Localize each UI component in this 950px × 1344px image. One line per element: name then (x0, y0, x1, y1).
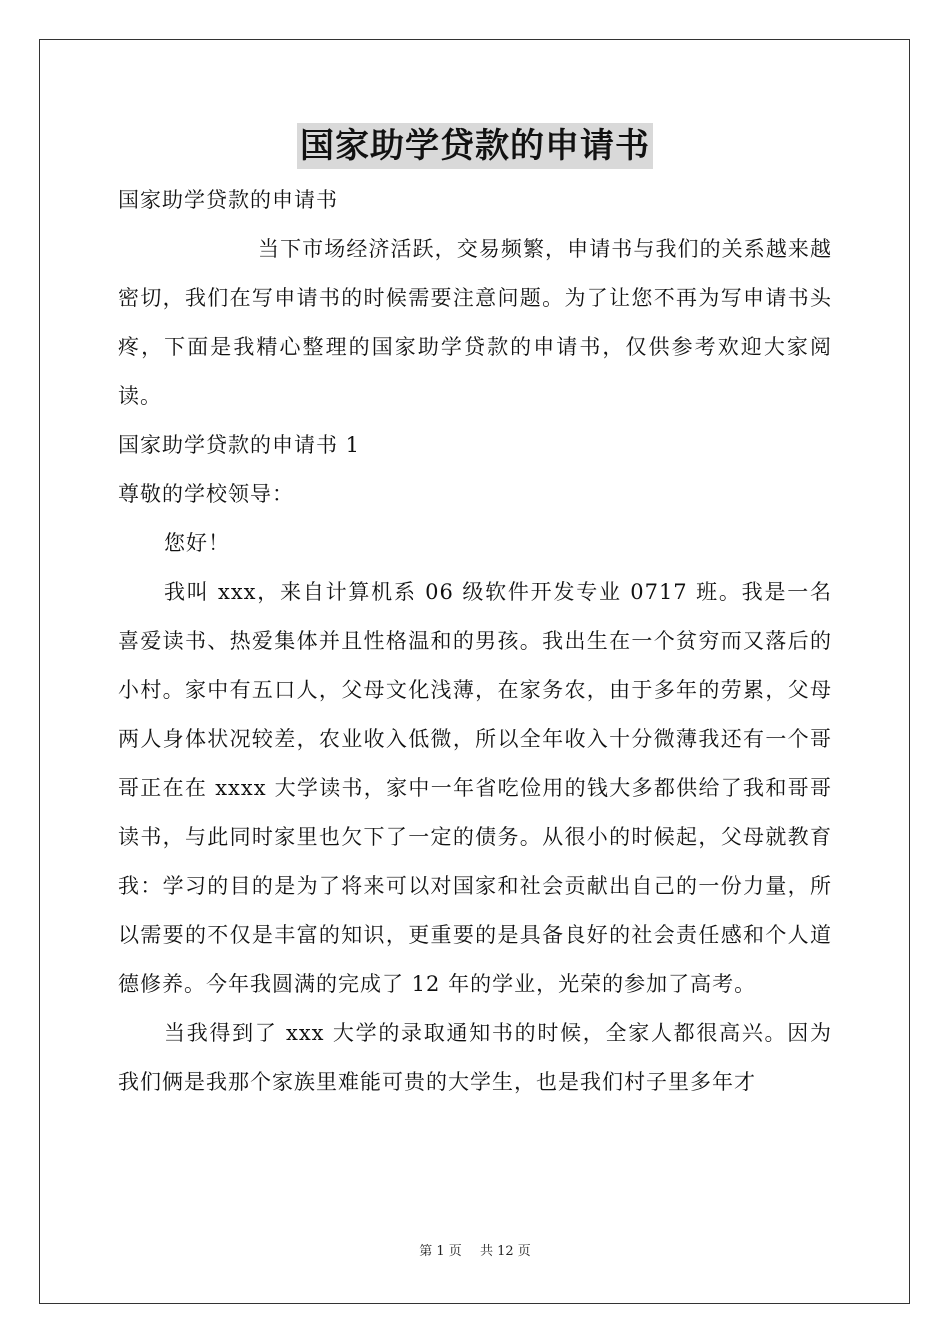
document-title: 国家助学贷款的申请书 (297, 123, 653, 169)
section-heading: 国家助学贷款的申请书 1 (118, 433, 361, 457)
page-number-current: 第 1 页 (419, 1244, 462, 1259)
body-paragraph-2: 当我得到了 xxx 大学的录取通知书的时候，全家人都很高兴。因为我们俩是我那个家族里难能可贵的大学生，也是我们村子里多年才 (118, 1021, 832, 1094)
document-subtitle: 国家助学贷款的申请书 (118, 188, 338, 212)
greeting: 您好！ (164, 531, 230, 555)
intro-paragraph: 当下市场经济活跃，交易频繁，申请书与我们的关系越来越密切，我们在写申请书的时候需要注意问题。为了让您不再为写申请书头疼，下面是我精心整理的国家助学贷款的申请书，仅供参考欢迎大家阅读。 (118, 237, 832, 408)
page-number-total: 共 12 页 (479, 1244, 531, 1259)
title-container (0, 123, 950, 169)
body-paragraph-1: 我叫 xxx，来自计算机系 06 级软件开发专业 0717 班。我是一名喜爱读书、热爱集体并且性格温和的男孩。我出生在一个贫穷而又落后的小村。家中有五口人，父母文化浅薄，在家务农，由于多年的劳累，父母两人身体状况较差，农业收入低微，所以全年收入十分微薄我还有一个哥哥正在在 xxxx 大学读书，家中一年省吃俭用的钱大多都供给了我和哥哥读书，与此同时家里也欠下了一定的债务。从很小的时候起，父母就教育我：学习的目的是为了将来可以对国家和社会贡献出自己的一份力量，所以需要的不仅是丰富的知识，更重要的是具备良好的社会责任感和个人道德修养。今年我圆满的完成了 12 年的学业，光荣的参加了高考。 (118, 580, 832, 996)
salutation: 尊敬的学校领导： (118, 482, 294, 506)
page-footer (0, 1243, 950, 1261)
document-body (118, 176, 832, 1107)
